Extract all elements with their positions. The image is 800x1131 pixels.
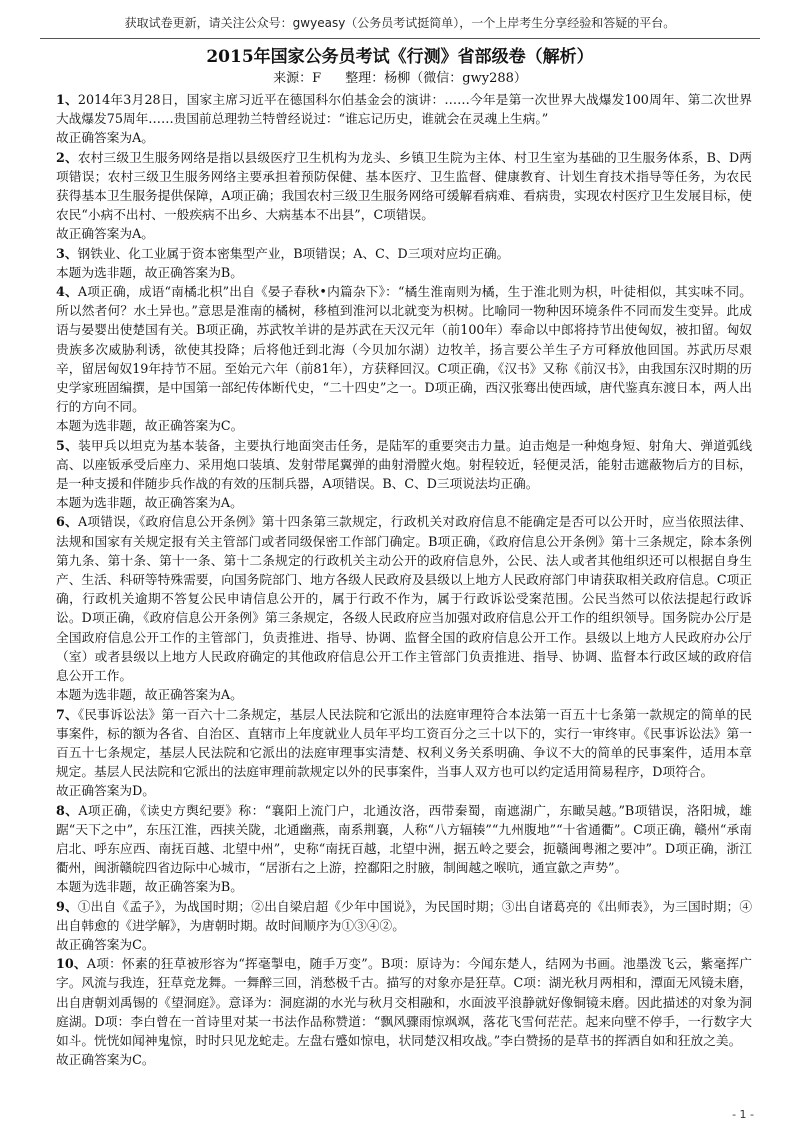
explanation-body: 《民事诉讼法》第一百六十二条规定，基层人民法院和它派出的法庭审理符合本法第一百五十七条第一款规定的简单的民事案件，标的额为各省、自治区、直辖市上年度就业人员年平均工资百分之三十以下的，实行一审终审。《民事诉讼法》第一百五十七条规定，基层人民法院和它派出的法庭审理事实清楚、权利义务关系明确、争议不大的简单的民事案件，适用本章规定。基层人民法院和它派出的法庭审理前款规定以外的民事案件，当事人双方也可以约定适用简易程序，D项符合。 [56,706,752,780]
explanation-text [56,282,752,416]
answer-line: 本题为选非题，故正确答案为A。 [56,495,243,511]
question-number: 6、 [56,514,78,530]
answer-line: 本题为选非题，故正确答案为C。 [56,418,244,434]
question-number: 5、 [56,437,79,453]
question-explanation [56,244,752,282]
explanation-body: ①出自《孟子》，为战国时期；②出自梁启超《少年中国说》，为民国时期；③出自诸葛亮的《出师表》，为三国时期；④出自韩愈的《进学解》，为唐朝时期。故时间顺序为①③④②。 [56,898,753,933]
explanation-body: 2014年3月28日，国家主席习近平在德国科尔伯基金会的演讲：……今年是第一次世界大战爆发100周年、第二次世界大战爆发75周年……贵国前总理勃兰特曾经说过：“谁忘记历史，谁就会在灵魂上生病。” [56,92,752,127]
explanation-text [56,954,752,1050]
explanation-text [56,148,752,225]
question-explanation [56,90,752,148]
question-explanation [56,897,752,955]
question-number: 1、 [56,92,78,107]
question-number: 3、 [56,245,78,261]
question-explanation [56,148,752,244]
question-number: 2、 [56,149,78,165]
promo-banner: 获取试卷更新，请关注公众号：gwyeasy（公务员考试挺简单），一个上岸考生分享经验和答疑的平台。 [40,14,760,39]
explanation-body: 钢铁业、化工业属于资本密集型产业，B项错误；A、C、D三项对应均正确。 [77,245,510,261]
explanation-body: 农村三级卫生服务网络是指以县级医疗卫生机构为龙头、乡镇卫生院为主体、村卫生室为基础的卫生服务体系，B、D两项错误；农村三级卫生服务网络主要承担着预防保健、基本医疗、卫生监督、健康教育、计划生育技术指导等任务，为农民获得基本卫生服务提供保障，A项正确；我国农村三级卫生服务网络可缓解看病难、看病贵，实现农村医疗卫生发展目标，使农民“小病不出村、一般疾病不出乡、大病基本不出县”，C项错误。 [56,149,752,223]
question-number: 7、 [56,706,78,722]
answer-explanations [56,90,752,1069]
question-explanation [56,282,752,436]
explanation-body: 装甲兵以坦克为基本装备，主要执行地面突击任务，是陆军的重要突击力量。迫击炮是一种炮身短、射角大、弹道弧线高、以座钣承受后座力、采用炮口装填、发射带尾翼弹的曲射滑膛火炮。射程较近，轻便灵活，能射击遮蔽物后方的目标，是一种支援和伴随步兵作战的有效的压制兵器，A项错误。B、C、D三项说法均正确。 [56,437,753,492]
document-title: 2015年国家公务员考试《行测》省部级卷（解析） [206,47,594,67]
explanation-body: A项错误，《政府信息公开条例》第十四条第三款规定，行政机关对政府信息不能确定是否可以公开时，应当依照法律、法规和国家有关规定报有关主管部门或者同级保密工作部门确定。B项正确，《政府信息公开条例》第十三条规定，除本条例第九条、第十条、第十一条、第十二条规定的行政机关主动公开的政府信息外，公民、法人或者其他组织还可以根据自身生产、生活、科研等特殊需要，向国务院部门、地方各级人民政府及县级以上地方人民政府部门申请获取相关政府信息。C项正确，行政机关逾期不答复公民申请信息公开的，属于行政不作为，属于行政诉讼受案范围。公民当然可以依法提起行政诉讼。D项正确，《政府信息公开条例》第三条规定，各级人民政府应当加强对政府信息公开工作的组织领导。国务院办公厅是全国政府信息公开工作的主管部门，负责推进、指导、协调、监督全国的政府信息公开工作。县级以上地方人民政府办公厅（室）或者县级以上地方人民政府确定的其他政府信息公开工作主管部门负责推进、指导、协调、监督本行政区域的政府信息公开工作。 [56,514,753,684]
question-explanation [56,512,752,704]
explanation-text [56,436,752,494]
question-number: 9、 [56,898,78,914]
answer-line: 故正确答案为A。 [56,130,154,146]
question-explanation [56,801,752,897]
answer-line: 故正确答案为C。 [56,936,155,952]
explanation-text [56,897,752,935]
explanation-text [56,801,752,878]
question-number: 8、 [56,802,79,818]
explanation-body: A项：怀素的狂草被形容为“挥毫掣电，随手万变”。B项：原诗为：今闻东楚人，结网为书画。池墨泼飞云，紫毫挥广字。风流与我连，狂草竞龙舞。一舞醉三回，消愁极千古。描写的对象亦是狂草。C项：湖光秋月两相和，潭面无风镜未磨，出自唐朝刘禹锡的《望洞庭》。意译为：洞庭湖的水光与秋月交相融和，水面波平浪静就好像铜镜未磨。因此描述的对象为洞庭湖。D项：李白曾在一首诗里对某一书法作品称赞道：“飘风骤雨惊飒飒，落花飞雪何茫茫。起来向壁不停手，一行数字大如斗。恍恍如闻神鬼惊，时时只见龙蛇走。左盘右蹙如惊电，状同楚汉相攻战。”李白赞扬的是草书的挥洒自如和狂放之美。 [56,956,752,1048]
answer-line: 本题为选非题，故正确答案为A。 [56,687,243,703]
editor-label: 整理：杨柳（微信：gwy288） [345,71,527,86]
answer-line: 故正确答案为A。 [56,226,154,242]
explanation-body: A项正确，成语“南橘北枳”出自《晏子春秋•内篇杂下》：“橘生淮南则为橘，生于淮北则为枳，叶徒相似，其实味不同。所以然者何？水土异也。”意思是淮南的橘树，移植到淮河以北就变为枳树。比喻同一物种因环境条件不同而发生变异。此成语与晏婴出使楚国有关。B项正确，苏武牧羊讲的是苏武在天汉元年（前100年）奉命以中郎将持节出使匈奴，被扣留。匈奴贵族多次威胁利诱，欲使其投降；后将他迁到北海（今贝加尔湖）边牧羊，扬言要公羊生子方可释放他回国。苏武历尽艰辛，留居匈奴19年持节不屈。至始元六年（前81年），方获释回汉。C项正确，《汉书》又称《前汉书》，由我国东汉时期的历史学家班固编撰，是中国第一部纪传体断代史，“二十四史”之一。D项正确，西汉张骞出使西域，唐代鉴真东渡日本，两人出行的方向不同。 [56,284,752,415]
answer-line: 故正确答案为C。 [56,1052,155,1068]
answer-line: 本题为选非题，故正确答案为B。 [56,879,243,895]
explanation-text [56,90,752,128]
question-number: 4、 [56,284,78,300]
question-explanation [56,705,752,801]
answer-line: 故正确答案为D。 [56,783,155,799]
answer-line: 本题为选非题，故正确答案为B。 [56,264,243,280]
explanation-text [56,705,752,782]
byline [40,69,760,89]
source-label: 来源：F [273,71,322,86]
question-explanation [56,954,752,1069]
explanation-text [56,512,752,685]
question-number: 10、 [56,956,87,972]
explanation-body: A项正确，《读史方舆纪要》称：“襄阳上流门户，北通汝洛，西带秦蜀，南遮湖广，东瞰吴越。”B项错误，洛阳城，雄踞“天下之中”，东压江淮，西挟关陇，北通幽燕，南系荆襄，人称“八方辐辏”“九州腹地”“十省通衢”。C项正确，赣州“承南启北、呼东应西、南抚百越、北望中州”，史称“南抚百越，北望中洲，据五岭之要会，扼赣闽粤湘之要冲”。D项正确，浙江衢州，闽浙赣皖四省边际中心城市，“居浙右之上游，控鄱阳之肘腋，制闽越之喉吭，通宣歙之声势”。 [56,802,752,876]
page-number: - 1 - [732,1108,754,1121]
question-explanation [56,436,752,513]
explanation-text [56,244,752,263]
